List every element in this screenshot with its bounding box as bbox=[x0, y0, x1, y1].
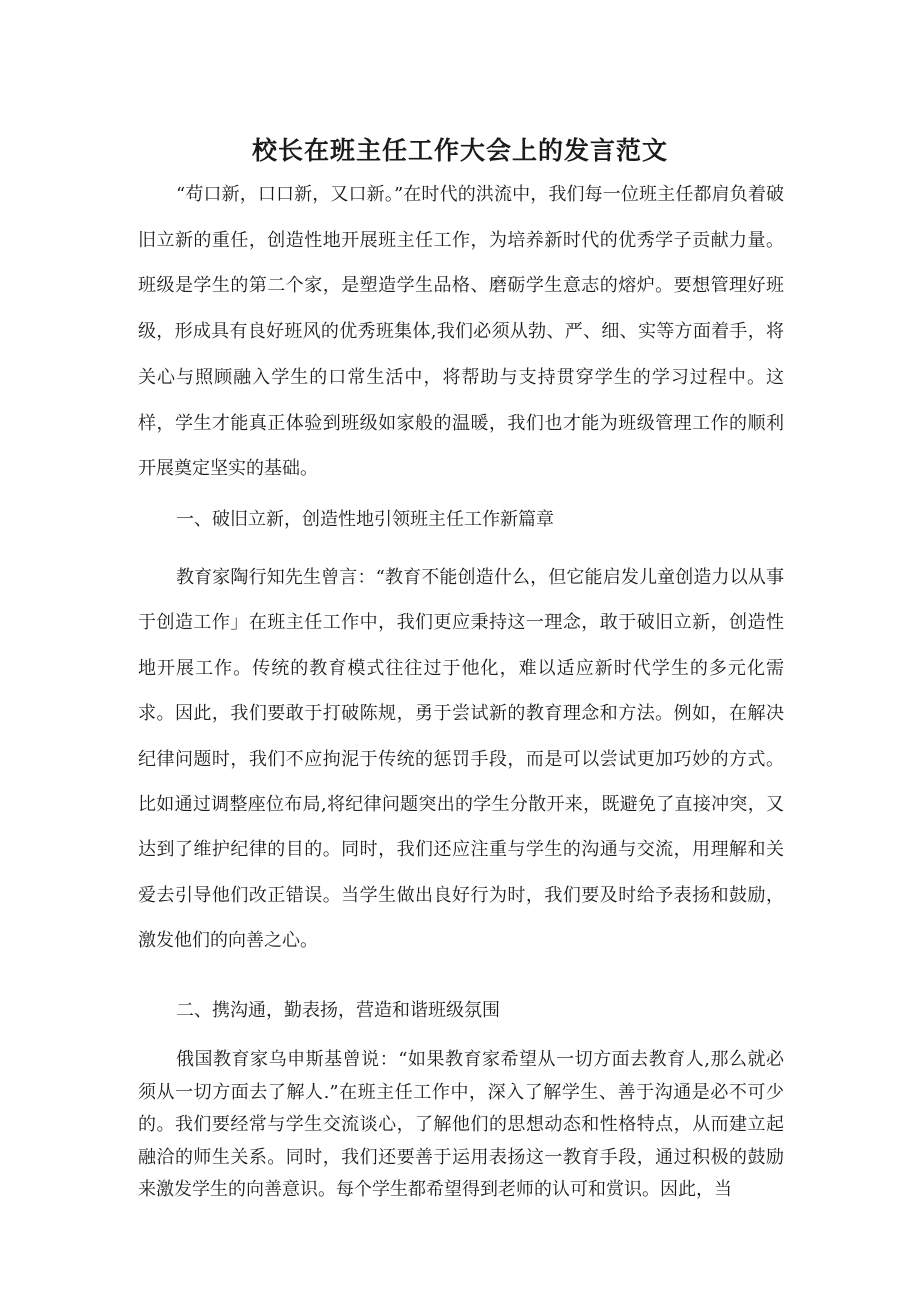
section-2-paragraph: 俄国教育家乌申斯基曾说：“如果教育家希望从一切方面去教育人,那么就必须从一切方面去了解人.”在班主任工作中，深入了解学生、善于沟通是必不可少的。我们要经常与学生交流谈心，了解他们的思想动态和性格特点，从而建立起融洽的师生关系。同时，我们还要善于运用表扬这一教育手段，通过积极的鼓励来激发学生的向善意识。每个学生都希望得到老师的认可和赏识。因此，当 bbox=[138, 1049, 784, 1200]
section-heading-1: 一、破旧立新，创造性地引领班主任工作新篇章 bbox=[176, 509, 554, 530]
section-1-paragraph: 教育家陶行知先生曾言：“教育不能创造什么，但它能启发儿童创造力以从事于创造工作」在班主任工作中，我们更应秉持这一理念，敢于破旧立新，创造性地开展工作。传统的教育模式往往过于他化，难以适应新时代学生的多元化需求。因此，我们要敢于打破陈规，勇于尝试新的教育理念和方法。例如，在解决纪律问题时，我们不应拘泥于传统的惩罚手段，而是可以尝试更加巧妙的方式。比如通过调整座位布局,将纪律问题突出的学生分散开来，既避免了直接冲突，又达到了维护纪律的目的。同时，我们还应注重与学生的沟通与交流，用理解和关爱去引导他们改正错误。当学生做出良好行为时，我们要及时给予表扬和鼓励，激发他们的向善之心。 bbox=[138, 567, 784, 952]
document-title: 校长在班主任工作大会上的发言范文 bbox=[251, 135, 668, 165]
section-heading-2: 二、携沟通，勤表扬，营造和谐班级氛围 bbox=[176, 1000, 500, 1021]
intro-paragraph: “苟口新，口口新，又口新。”在时代的洪流中，我们每一位班主任都肩负着破旧立新的重任，创造性地开展班主任工作，为培养新时代的优秀学子贡献力量。班级是学生的第二个家，是塑造学生品格、磨砺学生意志的熔炉。要想管理好班级，形成具有良好班风的优秀班集体,我们必须从勃、严、细、实等方面着手，将关心与照顾融入学生的口常生活中，将帮助与支持贯穿学生的学习过程中。这样，学生才能真正体验到班级如家般的温暖，我们也才能为班级管理工作的顺利开展奠定坚实的基础。 bbox=[138, 184, 784, 480]
